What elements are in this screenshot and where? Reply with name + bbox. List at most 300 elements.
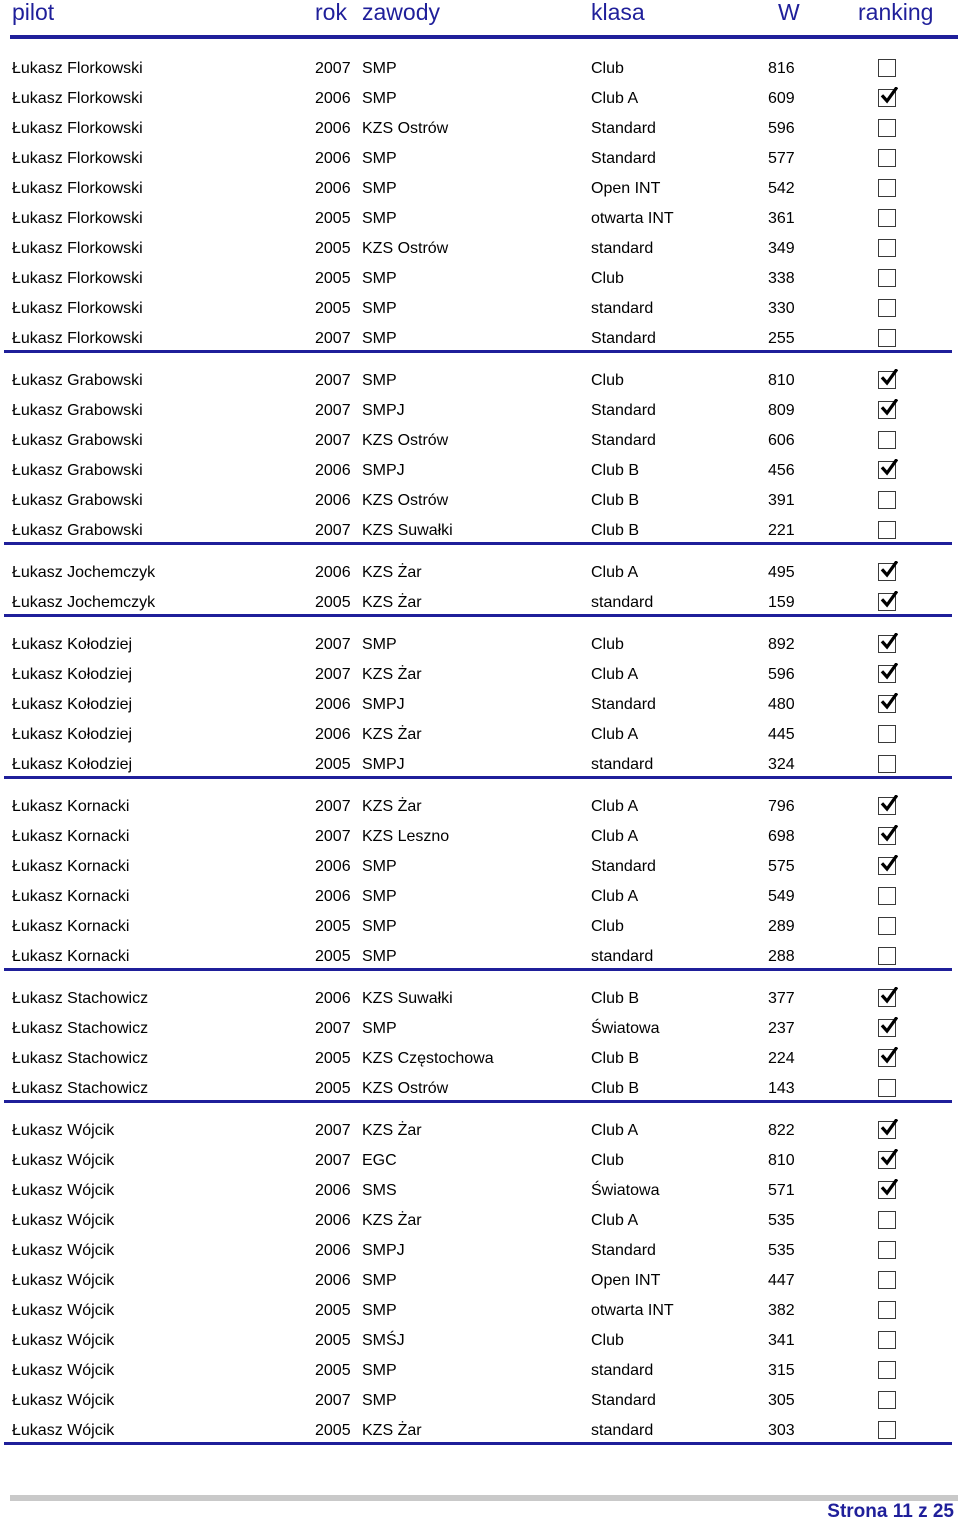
cell-zawody: KZS Żar bbox=[362, 594, 422, 611]
cell-rok: 2005 bbox=[315, 1050, 351, 1067]
cell-zawody: EGC bbox=[362, 1152, 397, 1169]
cell-w: 809 bbox=[768, 402, 795, 419]
cell-zawody: SMP bbox=[362, 918, 397, 935]
cell-w: 542 bbox=[768, 180, 795, 197]
cell-pilot: Łukasz Wójcik bbox=[12, 1212, 115, 1229]
cell-rok: 2006 bbox=[315, 1212, 351, 1229]
table-row bbox=[0, 1151, 960, 1181]
table-row bbox=[0, 179, 960, 209]
group-separator bbox=[4, 968, 952, 971]
cell-w: 338 bbox=[768, 270, 795, 287]
page-number: Strona 11 z 25 bbox=[827, 1501, 954, 1522]
cell-klasa: Club B bbox=[591, 462, 640, 479]
table-row bbox=[0, 887, 960, 917]
cell-klasa: Standard bbox=[591, 402, 656, 419]
cell-rok: 2006 bbox=[315, 990, 351, 1007]
table-row bbox=[0, 1271, 960, 1301]
cell-klasa: Club A bbox=[591, 1122, 639, 1139]
table-row bbox=[0, 563, 960, 593]
unchecked-checkbox-icon[interactable] bbox=[878, 917, 896, 935]
cell-zawody: SMPJ bbox=[362, 462, 405, 479]
table-row bbox=[0, 1181, 960, 1211]
checked-checkbox-icon[interactable] bbox=[878, 665, 896, 683]
cell-w: 237 bbox=[768, 1020, 795, 1037]
header-zawody: zawody bbox=[362, 0, 440, 25]
cell-pilot: Łukasz Kornacki bbox=[12, 918, 130, 935]
header-rule bbox=[10, 35, 958, 39]
cell-pilot: Łukasz Kornacki bbox=[12, 828, 130, 845]
cell-pilot: Łukasz Kołodziej bbox=[12, 756, 133, 773]
table-row bbox=[0, 239, 960, 269]
unchecked-checkbox-icon[interactable] bbox=[878, 1271, 896, 1289]
cell-klasa: standard bbox=[591, 1362, 654, 1379]
table-row bbox=[0, 119, 960, 149]
cell-zawody: SMP bbox=[362, 180, 397, 197]
cell-zawody: SMP bbox=[362, 60, 397, 77]
cell-rok: 2006 bbox=[315, 1272, 351, 1289]
cell-klasa: Standard bbox=[591, 1392, 656, 1409]
cell-rok: 2005 bbox=[315, 756, 351, 773]
cell-zawody: SMP bbox=[362, 372, 397, 389]
cell-zawody: SMP bbox=[362, 1392, 397, 1409]
unchecked-checkbox-icon[interactable] bbox=[878, 1301, 896, 1319]
cell-rok: 2007 bbox=[315, 522, 351, 539]
group-separator bbox=[4, 1442, 952, 1445]
table-row bbox=[0, 149, 960, 179]
checked-checkbox-icon[interactable] bbox=[878, 1019, 896, 1037]
cell-zawody: KZS Suwałki bbox=[362, 522, 453, 539]
cell-klasa: Club B bbox=[591, 492, 640, 509]
unchecked-checkbox-icon[interactable] bbox=[878, 1079, 896, 1097]
table-row bbox=[0, 1331, 960, 1361]
cell-w: 341 bbox=[768, 1332, 795, 1349]
cell-klasa: Standard bbox=[591, 120, 656, 137]
cell-rok: 2006 bbox=[315, 858, 351, 875]
cell-zawody: KZS Żar bbox=[362, 798, 422, 815]
cell-pilot: Łukasz Wójcik bbox=[12, 1422, 115, 1439]
unchecked-checkbox-icon[interactable] bbox=[878, 119, 896, 137]
cell-klasa: otwarta INT bbox=[591, 210, 674, 227]
cell-rok: 2006 bbox=[315, 888, 351, 905]
cell-rok: 2007 bbox=[315, 828, 351, 845]
cell-pilot: Łukasz Kornacki bbox=[12, 858, 130, 875]
cell-w: 255 bbox=[768, 330, 795, 347]
unchecked-checkbox-icon[interactable] bbox=[878, 239, 896, 257]
cell-w: 606 bbox=[768, 432, 795, 449]
cell-zawody: KZS Ostrów bbox=[362, 1080, 449, 1097]
cell-w: 289 bbox=[768, 918, 795, 935]
cell-klasa: Club A bbox=[591, 888, 639, 905]
unchecked-checkbox-icon[interactable] bbox=[878, 149, 896, 167]
cell-klasa: Club A bbox=[591, 828, 639, 845]
cell-rok: 2006 bbox=[315, 1182, 351, 1199]
cell-w: 315 bbox=[768, 1362, 795, 1379]
cell-klasa: Club bbox=[591, 60, 624, 77]
cell-klasa: Światowa bbox=[591, 1182, 660, 1199]
cell-w: 445 bbox=[768, 726, 795, 743]
cell-rok: 2006 bbox=[315, 696, 351, 713]
table-row bbox=[0, 1211, 960, 1241]
cell-rok: 2005 bbox=[315, 1362, 351, 1379]
cell-w: 288 bbox=[768, 948, 795, 965]
group-separator bbox=[4, 776, 952, 779]
cell-w: 535 bbox=[768, 1242, 795, 1259]
table-row bbox=[0, 521, 960, 551]
cell-pilot: Łukasz Florkowski bbox=[12, 240, 143, 257]
group-separator bbox=[4, 350, 952, 353]
cell-pilot: Łukasz Florkowski bbox=[12, 300, 143, 317]
cell-rok: 2007 bbox=[315, 60, 351, 77]
table-row bbox=[0, 947, 960, 977]
table-row bbox=[0, 1361, 960, 1391]
cell-klasa: Club bbox=[591, 372, 624, 389]
table-row bbox=[0, 695, 960, 725]
table-row bbox=[0, 593, 960, 623]
table-row bbox=[0, 1121, 960, 1151]
table-row bbox=[0, 59, 960, 89]
cell-rok: 2005 bbox=[315, 210, 351, 227]
cell-pilot: Łukasz Grabowski bbox=[12, 522, 143, 539]
table-row bbox=[0, 1391, 960, 1421]
cell-pilot: Łukasz Stachowicz bbox=[12, 990, 149, 1007]
table-row bbox=[0, 1421, 960, 1451]
cell-zawody: KZS Suwałki bbox=[362, 990, 453, 1007]
table-row bbox=[0, 827, 960, 857]
cell-w: 810 bbox=[768, 372, 795, 389]
cell-klasa: Club bbox=[591, 270, 624, 287]
checked-checkbox-icon[interactable] bbox=[878, 1121, 896, 1139]
cell-w: 535 bbox=[768, 1212, 795, 1229]
cell-rok: 2006 bbox=[315, 90, 351, 107]
cell-w: 810 bbox=[768, 1152, 795, 1169]
header-rok: rok bbox=[315, 0, 347, 25]
cell-rok: 2007 bbox=[315, 372, 351, 389]
cell-rok: 2007 bbox=[315, 1392, 351, 1409]
header-pilot: pilot bbox=[12, 0, 55, 25]
unchecked-checkbox-icon[interactable] bbox=[878, 1361, 896, 1379]
cell-w: 480 bbox=[768, 696, 795, 713]
cell-zawody: SMP bbox=[362, 300, 397, 317]
cell-pilot: Łukasz Wójcik bbox=[12, 1302, 115, 1319]
cell-zawody: SMP bbox=[362, 150, 397, 167]
checked-checkbox-icon[interactable] bbox=[878, 1181, 896, 1199]
table-row bbox=[0, 797, 960, 827]
checked-checkbox-icon[interactable] bbox=[878, 989, 896, 1007]
cell-pilot: Łukasz Stachowicz bbox=[12, 1080, 149, 1097]
unchecked-checkbox-icon[interactable] bbox=[878, 299, 896, 317]
unchecked-checkbox-icon[interactable] bbox=[878, 521, 896, 539]
checked-checkbox-icon[interactable] bbox=[878, 797, 896, 815]
cell-w: 549 bbox=[768, 888, 795, 905]
checked-checkbox-icon[interactable] bbox=[878, 563, 896, 581]
unchecked-checkbox-icon[interactable] bbox=[878, 947, 896, 965]
cell-w: 330 bbox=[768, 300, 795, 317]
unchecked-checkbox-icon[interactable] bbox=[878, 1421, 896, 1439]
cell-rok: 2005 bbox=[315, 1332, 351, 1349]
cell-rok: 2005 bbox=[315, 1080, 351, 1097]
cell-w: 305 bbox=[768, 1392, 795, 1409]
cell-pilot: Łukasz Florkowski bbox=[12, 150, 143, 167]
header-w: W bbox=[778, 0, 800, 25]
unchecked-checkbox-icon[interactable] bbox=[878, 329, 896, 347]
checked-checkbox-icon[interactable] bbox=[878, 1049, 896, 1067]
cell-pilot: Łukasz Wójcik bbox=[12, 1242, 115, 1259]
cell-pilot: Łukasz Florkowski bbox=[12, 120, 143, 137]
cell-rok: 2007 bbox=[315, 402, 351, 419]
cell-zawody: KZS Żar bbox=[362, 666, 422, 683]
cell-w: 159 bbox=[768, 594, 795, 611]
unchecked-checkbox-icon[interactable] bbox=[878, 887, 896, 905]
cell-rok: 2006 bbox=[315, 180, 351, 197]
cell-pilot: Łukasz Jochemczyk bbox=[12, 594, 156, 611]
table-row bbox=[0, 431, 960, 461]
cell-rok: 2006 bbox=[315, 726, 351, 743]
cell-w: 391 bbox=[768, 492, 795, 509]
cell-pilot: Łukasz Grabowski bbox=[12, 372, 143, 389]
table-row bbox=[0, 665, 960, 695]
table-row bbox=[0, 635, 960, 665]
cell-pilot: Łukasz Wójcik bbox=[12, 1332, 115, 1349]
cell-w: 224 bbox=[768, 1050, 795, 1067]
cell-rok: 2007 bbox=[315, 666, 351, 683]
cell-klasa: standard bbox=[591, 1422, 654, 1439]
cell-w: 571 bbox=[768, 1182, 795, 1199]
checked-checkbox-icon[interactable] bbox=[878, 401, 896, 419]
group-separator bbox=[4, 542, 952, 545]
cell-zawody: SMP bbox=[362, 1272, 397, 1289]
table-row bbox=[0, 1079, 960, 1109]
checked-checkbox-icon[interactable] bbox=[878, 857, 896, 875]
table-row bbox=[0, 1019, 960, 1049]
unchecked-checkbox-icon[interactable] bbox=[878, 1331, 896, 1349]
cell-pilot: Łukasz Florkowski bbox=[12, 60, 143, 77]
cell-pilot: Łukasz Kołodziej bbox=[12, 666, 133, 683]
cell-zawody: SMP bbox=[362, 270, 397, 287]
cell-w: 796 bbox=[768, 798, 795, 815]
cell-klasa: Club bbox=[591, 1152, 624, 1169]
table-row bbox=[0, 1049, 960, 1079]
table-row bbox=[0, 209, 960, 239]
cell-klasa: Standard bbox=[591, 432, 656, 449]
checked-checkbox-icon[interactable] bbox=[878, 635, 896, 653]
cell-w: 892 bbox=[768, 636, 795, 653]
cell-klasa: Club bbox=[591, 636, 624, 653]
cell-klasa: Club B bbox=[591, 990, 640, 1007]
cell-zawody: KZS Żar bbox=[362, 1422, 422, 1439]
cell-zawody: KZS Żar bbox=[362, 564, 422, 581]
cell-zawody: SMP bbox=[362, 1020, 397, 1037]
cell-zawody: SMPJ bbox=[362, 756, 405, 773]
table-row bbox=[0, 299, 960, 329]
cell-zawody: SMP bbox=[362, 888, 397, 905]
cell-pilot: Łukasz Wójcik bbox=[12, 1392, 115, 1409]
cell-zawody: SMP bbox=[362, 858, 397, 875]
cell-rok: 2007 bbox=[315, 1122, 351, 1139]
group-separator bbox=[4, 614, 952, 617]
cell-w: 609 bbox=[768, 90, 795, 107]
cell-w: 596 bbox=[768, 666, 795, 683]
cell-rok: 2005 bbox=[315, 270, 351, 287]
cell-klasa: Club A bbox=[591, 90, 639, 107]
cell-w: 143 bbox=[768, 1080, 795, 1097]
table-row bbox=[0, 371, 960, 401]
checked-checkbox-icon[interactable] bbox=[878, 695, 896, 713]
unchecked-checkbox-icon[interactable] bbox=[878, 431, 896, 449]
cell-rok: 2007 bbox=[315, 1020, 351, 1037]
cell-pilot: Łukasz Florkowski bbox=[12, 180, 143, 197]
cell-zawody: KZS Żar bbox=[362, 1122, 422, 1139]
cell-rok: 2005 bbox=[315, 300, 351, 317]
cell-pilot: Łukasz Florkowski bbox=[12, 210, 143, 227]
cell-pilot: Łukasz Kornacki bbox=[12, 888, 130, 905]
checked-checkbox-icon[interactable] bbox=[878, 827, 896, 845]
cell-w: 577 bbox=[768, 150, 795, 167]
cell-klasa: Club A bbox=[591, 1212, 639, 1229]
cell-w: 495 bbox=[768, 564, 795, 581]
cell-w: 822 bbox=[768, 1122, 795, 1139]
cell-rok: 2007 bbox=[315, 636, 351, 653]
header-ranking: ranking bbox=[858, 0, 934, 25]
cell-zawody: SMP bbox=[362, 1302, 397, 1319]
cell-klasa: Standard bbox=[591, 696, 656, 713]
cell-rok: 2007 bbox=[315, 432, 351, 449]
cell-zawody: KZS Leszno bbox=[362, 828, 450, 845]
cell-pilot: Łukasz Florkowski bbox=[12, 270, 143, 287]
cell-zawody: SMP bbox=[362, 330, 397, 347]
table-row bbox=[0, 269, 960, 299]
cell-zawody: SMP bbox=[362, 1362, 397, 1379]
cell-klasa: standard bbox=[591, 756, 654, 773]
cell-klasa: standard bbox=[591, 300, 654, 317]
unchecked-checkbox-icon[interactable] bbox=[878, 59, 896, 77]
cell-klasa: Open INT bbox=[591, 1272, 661, 1289]
cell-pilot: Łukasz Kornacki bbox=[12, 798, 130, 815]
cell-klasa: Club A bbox=[591, 726, 639, 743]
cell-pilot: Łukasz Kołodziej bbox=[12, 696, 133, 713]
cell-rok: 2006 bbox=[315, 564, 351, 581]
cell-zawody: SMŚJ bbox=[362, 1332, 405, 1349]
cell-pilot: Łukasz Wójcik bbox=[12, 1122, 115, 1139]
cell-klasa: Club A bbox=[591, 666, 639, 683]
checked-checkbox-icon[interactable] bbox=[878, 461, 896, 479]
cell-pilot: Łukasz Wójcik bbox=[12, 1272, 115, 1289]
table-row bbox=[0, 401, 960, 431]
cell-w: 349 bbox=[768, 240, 795, 257]
cell-klasa: Club A bbox=[591, 564, 639, 581]
table-row bbox=[0, 917, 960, 947]
cell-rok: 2005 bbox=[315, 1302, 351, 1319]
checked-checkbox-icon[interactable] bbox=[878, 593, 896, 611]
checked-checkbox-icon[interactable] bbox=[878, 89, 896, 107]
cell-w: 377 bbox=[768, 990, 795, 1007]
cell-klasa: Standard bbox=[591, 1242, 656, 1259]
cell-rok: 2006 bbox=[315, 492, 351, 509]
cell-zawody: SMPJ bbox=[362, 1242, 405, 1259]
cell-pilot: Łukasz Grabowski bbox=[12, 462, 143, 479]
unchecked-checkbox-icon[interactable] bbox=[878, 491, 896, 509]
cell-w: 456 bbox=[768, 462, 795, 479]
unchecked-checkbox-icon[interactable] bbox=[878, 755, 896, 773]
cell-zawody: SMP bbox=[362, 948, 397, 965]
cell-w: 575 bbox=[768, 858, 795, 875]
unchecked-checkbox-icon[interactable] bbox=[878, 1241, 896, 1259]
table-row bbox=[0, 89, 960, 119]
cell-zawody: SMPJ bbox=[362, 402, 405, 419]
cell-pilot: Łukasz Wójcik bbox=[12, 1152, 115, 1169]
cell-rok: 2005 bbox=[315, 240, 351, 257]
cell-zawody: KZS Ostrów bbox=[362, 240, 449, 257]
unchecked-checkbox-icon[interactable] bbox=[878, 1391, 896, 1409]
cell-w: 698 bbox=[768, 828, 795, 845]
cell-pilot: Łukasz Grabowski bbox=[12, 492, 143, 509]
cell-w: 447 bbox=[768, 1272, 795, 1289]
unchecked-checkbox-icon[interactable] bbox=[878, 269, 896, 287]
checked-checkbox-icon[interactable] bbox=[878, 1151, 896, 1169]
cell-zawody: KZS Częstochowa bbox=[362, 1050, 494, 1067]
cell-pilot: Łukasz Grabowski bbox=[12, 402, 143, 419]
cell-klasa: Standard bbox=[591, 330, 656, 347]
cell-w: 221 bbox=[768, 522, 795, 539]
table-row bbox=[0, 725, 960, 755]
cell-klasa: standard bbox=[591, 594, 654, 611]
cell-pilot: Łukasz Kołodziej bbox=[12, 636, 133, 653]
table-row bbox=[0, 491, 960, 521]
cell-klasa: Club B bbox=[591, 1050, 640, 1067]
cell-klasa: standard bbox=[591, 240, 654, 257]
cell-zawody: KZS Ostrów bbox=[362, 120, 449, 137]
table-row bbox=[0, 857, 960, 887]
cell-pilot: Łukasz Stachowicz bbox=[12, 1050, 149, 1067]
unchecked-checkbox-icon[interactable] bbox=[878, 179, 896, 197]
unchecked-checkbox-icon[interactable] bbox=[878, 1211, 896, 1229]
cell-klasa: Club bbox=[591, 1332, 624, 1349]
cell-rok: 2007 bbox=[315, 798, 351, 815]
cell-klasa: Standard bbox=[591, 150, 656, 167]
cell-pilot: Łukasz Florkowski bbox=[12, 90, 143, 107]
cell-w: 361 bbox=[768, 210, 795, 227]
header-klasa: klasa bbox=[591, 0, 645, 25]
cell-rok: 2005 bbox=[315, 918, 351, 935]
cell-klasa: Club A bbox=[591, 798, 639, 815]
cell-pilot: Łukasz Kołodziej bbox=[12, 726, 133, 743]
cell-rok: 2006 bbox=[315, 1242, 351, 1259]
table-row bbox=[0, 989, 960, 1019]
cell-pilot: Łukasz Wójcik bbox=[12, 1182, 115, 1199]
unchecked-checkbox-icon[interactable] bbox=[878, 725, 896, 743]
cell-w: 303 bbox=[768, 1422, 795, 1439]
cell-zawody: KZS Ostrów bbox=[362, 432, 449, 449]
cell-klasa: Światowa bbox=[591, 1020, 660, 1037]
cell-rok: 2006 bbox=[315, 150, 351, 167]
cell-zawody: SMS bbox=[362, 1182, 397, 1199]
cell-zawody: SMP bbox=[362, 210, 397, 227]
cell-pilot: Łukasz Wójcik bbox=[12, 1362, 115, 1379]
cell-pilot: Łukasz Jochemczyk bbox=[12, 564, 156, 581]
checked-checkbox-icon[interactable] bbox=[878, 371, 896, 389]
cell-klasa: otwarta INT bbox=[591, 1302, 674, 1319]
group-separator bbox=[4, 1100, 952, 1103]
cell-klasa: Standard bbox=[591, 858, 656, 875]
cell-rok: 2006 bbox=[315, 120, 351, 137]
cell-zawody: SMPJ bbox=[362, 696, 405, 713]
cell-w: 816 bbox=[768, 60, 795, 77]
unchecked-checkbox-icon[interactable] bbox=[878, 209, 896, 227]
cell-pilot: Łukasz Florkowski bbox=[12, 330, 143, 347]
cell-zawody: KZS Ostrów bbox=[362, 492, 449, 509]
cell-zawody: SMP bbox=[362, 636, 397, 653]
table-row bbox=[0, 329, 960, 359]
cell-klasa: Open INT bbox=[591, 180, 661, 197]
